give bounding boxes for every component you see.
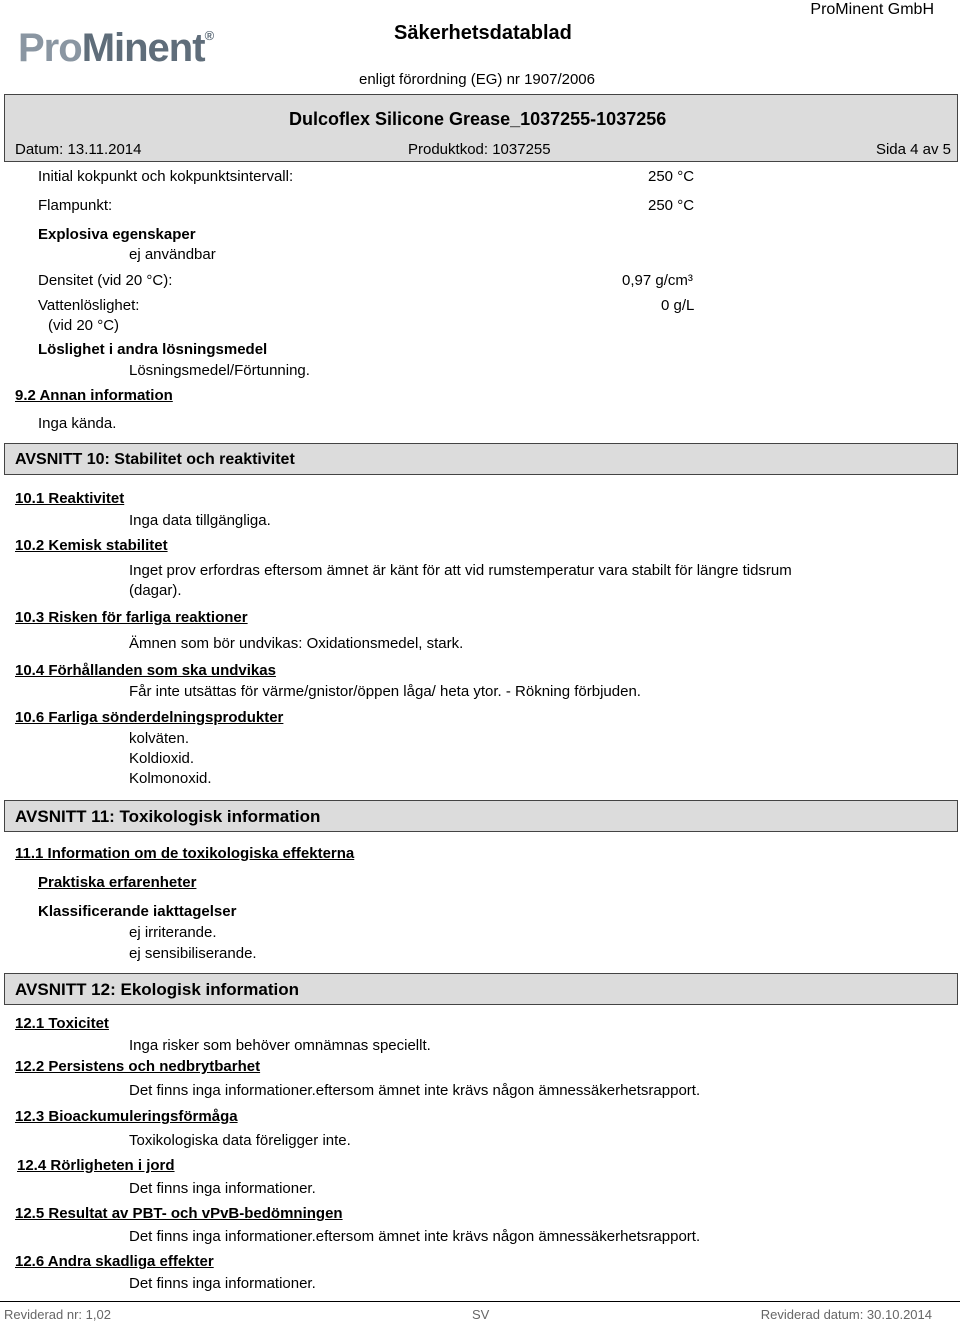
soil-mobility-heading: 12.4 Rörligheten i jord (17, 1157, 175, 1174)
section-12-bar (4, 973, 958, 1005)
classifying-heading: Klassificerande iakttagelser (38, 903, 237, 920)
soil-mobility-text: Det finns inga informationer. (129, 1180, 316, 1197)
language-code: SV (472, 1307, 490, 1322)
boiling-point-label: Initial kokpunkt och kokpunktsintervall: (38, 168, 294, 185)
company-name: ProMinent GmbH (810, 1, 934, 18)
product-name: Dulcoflex Silicone Grease_1037255-1037256 (289, 109, 667, 129)
section-12-title: AVSNITT 12: Ekologisk information (15, 980, 299, 999)
explosive-heading: Explosiva egenskaper (38, 226, 196, 243)
persistence-heading: 12.2 Persistens och nedbrytbarhet (15, 1058, 261, 1075)
hazardous-reactions-heading: 10.3 Risken för farliga reaktioner (15, 609, 248, 626)
toxicological-effects-heading: 11.1 Information om de toxikologiska effekterna (15, 845, 355, 862)
revision-date: Reviderad datum: 30.10.2014 (760, 1307, 932, 1322)
other-info-value: Inga kända. (38, 415, 117, 432)
hazardous-reactions-text: Ämnen som bör undvikas: Oxidationsmedel, stark. (129, 635, 464, 652)
flash-point-value: 250 °C (648, 197, 695, 214)
solubility-heading: Löslighet i andra lösningsmedel (38, 341, 268, 358)
chemical-stability-heading: 10.2 Kemisk stabilitet (15, 537, 168, 554)
classifying-item: ej irriterande. (129, 924, 217, 941)
other-effects-heading: 12.6 Andra skadliga effekter (15, 1253, 214, 1270)
section-11-bar (4, 800, 958, 832)
page-number: Sida 4 av 5 (875, 141, 951, 158)
persistence-text: Det finns inga informationer.eftersom ämnet inte krävs någon ämnessäkerhetsrapport. (129, 1082, 701, 1099)
density-label: Densitet (vid 20 °C): (38, 272, 173, 289)
decomposition-heading: 10.6 Farliga sönderdelningsprodukter (15, 709, 284, 726)
toxicity-heading: 12.1 Toxicitet (15, 1015, 109, 1032)
bioaccumulation-heading: 12.3 Bioackumuleringsförmåga (15, 1108, 238, 1125)
reactivity-heading: 10.1 Reaktivitet (15, 490, 125, 507)
toxicity-text: Inga risker som behöver omnämnas speciellt. (129, 1037, 431, 1054)
water-solubility-condition: (vid 20 °C) (48, 317, 120, 334)
decomposition-item: Koldioxid. (129, 750, 195, 767)
solubility-value: Lösningsmedel/Förtunning. (129, 362, 310, 379)
conditions-avoid-text: Får inte utsättas för värme/gnistor/öppen låga/ heta ytor. - Rökning förbjuden. (129, 683, 641, 700)
conditions-avoid-heading: 10.4 Förhållanden som ska undvikas (15, 662, 276, 679)
section-10-title: AVSNITT 10: Stabilitet och reaktivitet (15, 451, 295, 468)
bioaccumulation-text: Toxikologiska data föreligger inte. (129, 1132, 351, 1149)
product-band (4, 94, 958, 162)
density-value: 0,97 g/cm³ (622, 272, 693, 289)
other-effects-text: Det finns inga informationer. (129, 1275, 316, 1292)
classifying-item: ej sensibiliserande. (129, 945, 257, 962)
explosive-value: ej användbar (129, 246, 216, 263)
boiling-point-value: 250 °C (648, 168, 695, 185)
water-solubility-value: 0 g/L (661, 297, 695, 314)
decomposition-item: Kolmonoxid. (129, 770, 212, 787)
revision-number: Reviderad nr: 1,02 (4, 1307, 111, 1322)
product-code: Produktkod: 1037255 (408, 141, 551, 158)
decomposition-item: kolväten. (129, 730, 190, 747)
pbt-assessment-text: Det finns inga informationer.eftersom ämnet inte krävs någon ämnessäkerhetsrapport. (129, 1228, 701, 1245)
section-11-title: AVSNITT 11: Toxikologisk information (15, 807, 321, 826)
flash-point-label: Flampunkt: (38, 197, 113, 214)
footer-divider (0, 1301, 960, 1302)
regulation-text: enligt förordning (EG) nr 1907/2006 (359, 71, 595, 88)
document-title: Säkerhetsdatablad (394, 22, 572, 44)
practical-experience-heading: Praktiska erfarenheter (38, 874, 197, 891)
pbt-assessment-heading: 12.5 Resultat av PBT- och vPvB-bedömningen (15, 1205, 343, 1222)
section-10-bar (4, 443, 958, 475)
chemical-stability-text-2: (dagar). (129, 582, 182, 599)
doc-date: Datum: 13.11.2014 (15, 141, 142, 158)
reactivity-text: Inga data tillgängliga. (129, 512, 271, 529)
other-info-heading: 9.2 Annan information (15, 387, 173, 404)
water-solubility-label: Vattenlöslighet: (38, 297, 140, 314)
prominent-logo: ProMinent® (18, 26, 214, 70)
chemical-stability-text-1: Inget prov erfordras eftersom ämnet är känt för att vid rumstemperatur vara stabilt för längre tidsrum (129, 562, 792, 579)
